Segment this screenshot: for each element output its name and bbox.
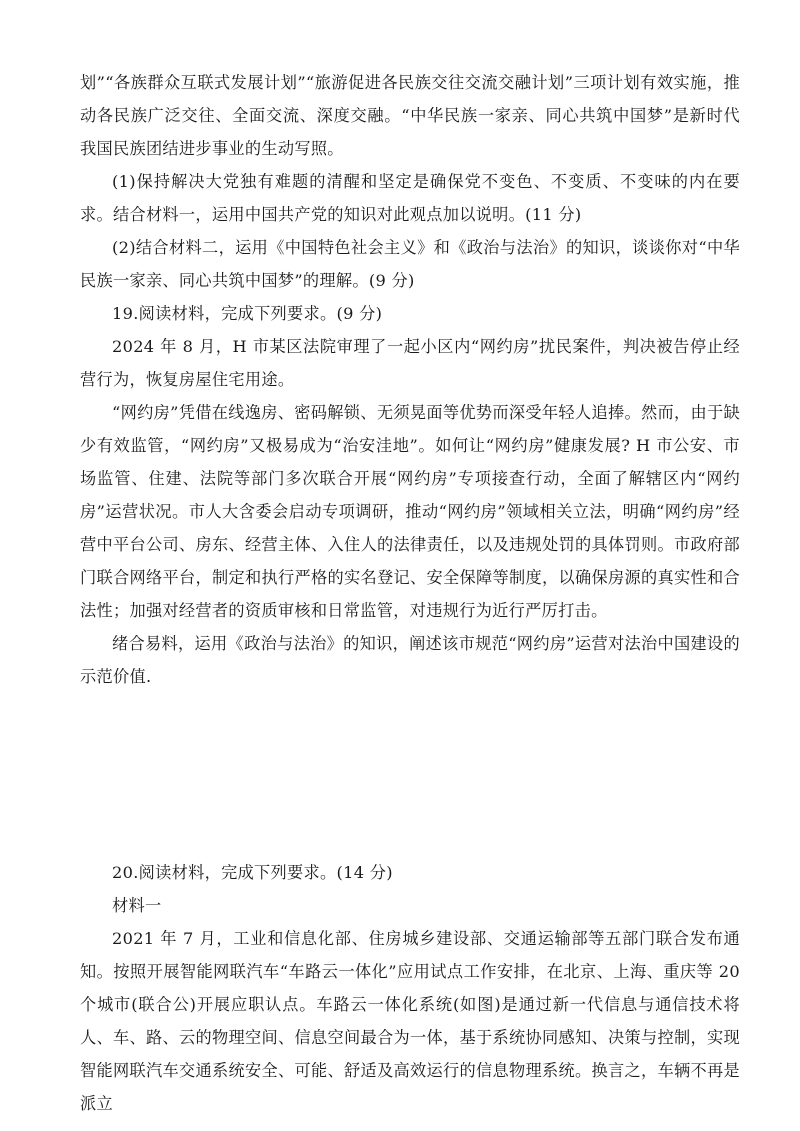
- question-19-material-2: “网约房”凭借在线逸房、密码解锁、无须晃面等优势而深受年轻人追捧。然而，由于缺少有效监管，“网约房”又极易成为“治安洼地”。如何让“网约房”健康发展? H 市公安、市场监管、住建、法院等部门多次联合开展“网约房”专项接查行动，全面了解辖区内“网约房”运营状况。市人大含委会启动专项调研，推动“网约房”领域相关立法，明确“网约房”经营中平台公司、房东、经营主体、入住人的法律责任，以及违规处罚的具体罚则。市政府部门联合网络平台，制定和执行严格的实名登记、安全保障等制度，以确保房源的真实性和合法性；加强对经营者的资质审核和日常监管，对违规行为近行严厉打击。: [80, 403, 740, 620]
- material-1-text: 2021 年 7 月，工业和信息化部、住房城乡建设部、交通运输部等五部门联合发布通知。按照开展智能网联汽车“车路云一体化”应用试点工作安排，在北京、上海、重庆等 20 个城市(联合公)开展应职认点。车路云一体化系统(如图)是通过新一代信息与通信技术将人、车、路、云的物理空间、信息空间最合为一体，基于系统协同感知、决策与控制，实现智能网联汽车交通系统安全、可能、舒适及高效运行的信息物理系统。换言之，车辆不再是派立: [80, 929, 740, 1113]
- document-page: [80, 66, 740, 1120]
- material-1-label: 材料一: [112, 896, 162, 915]
- question-18-1: (1)保持解决大党独有难题的清醒和坚定是确保党不变色、不变质、不变味的内在要求。结合材料一，运用中国共产党的知识对此观点加以说明。(11 分): [80, 172, 740, 224]
- question-19-material-1: 2024 年 8 月，H 市某区法院审理了一起小区内“网约房”扰民案件，判决被告停止经营行为，恢复房屋住宅用途。: [80, 337, 740, 389]
- paragraph-continuation: 划”“各族群众互联式发展计划”“旅游促进各民族交往交流交融计划”三项计划有效实施，推动各民族广泛交往、全面交流、深度交融。“中华民族一家亲、同心共筑中国梦”是新时代我国民族团结进步事业的生动写照。: [80, 73, 740, 158]
- question-19-heading: 19.阅读材料，完成下列要求。(9 分): [112, 304, 383, 323]
- question-19-prompt: 绪合易料，运用《政治与法治》的知识，阐述该市规范“网约房”运营对法治中国建设的示范价值.: [80, 634, 740, 686]
- answer-space: [80, 693, 740, 856]
- question-20-heading: 20.阅读材料，完成下列要求。(14 分): [112, 863, 393, 882]
- question-18-2: (2)结合材料二，运用《中国特色社会主义》和《政治与法治》的知识，谈谈你对“中华民族一家亲、同心共筑中国梦”的理解。(9 分): [80, 238, 740, 290]
